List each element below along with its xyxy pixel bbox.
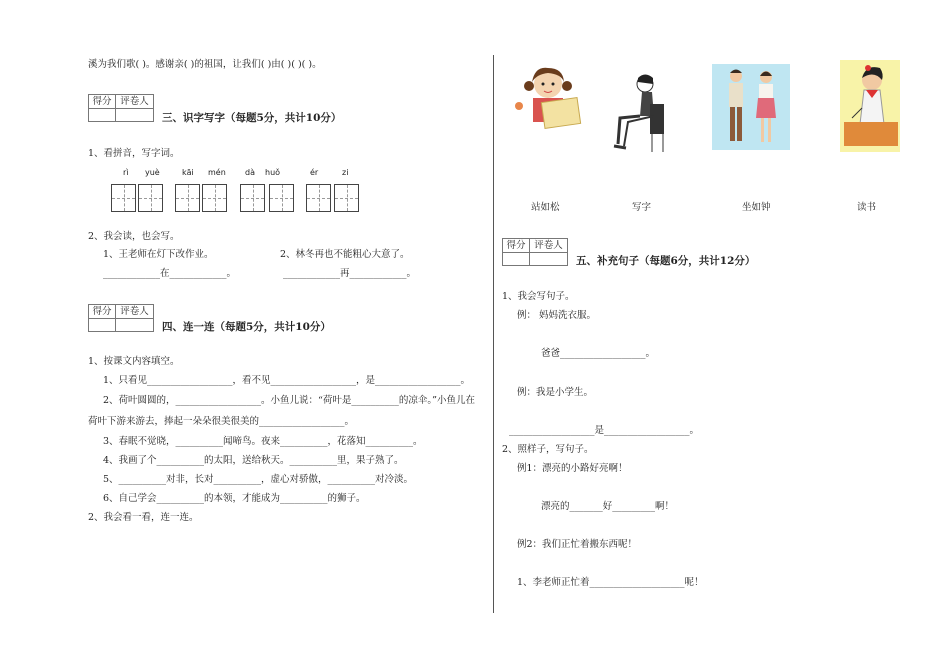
section5-example2: 例：我是小学生。 xyxy=(517,387,594,398)
pinyin-men: mén xyxy=(208,168,226,177)
section5-fill4[interactable]: 1、李老师正忙着____________________呢！ xyxy=(517,577,704,588)
section5-title: 五、补充句子（每题6分，共计12分） xyxy=(576,255,756,267)
writing-grid-cell[interactable] xyxy=(269,184,294,212)
section4-line-6[interactable]: 6、自己学会__________的本领，才能成为__________的狮子。 xyxy=(103,493,366,504)
score-box-section3 xyxy=(88,94,154,122)
section4-q2: 2、我会看一看，连一连。 xyxy=(88,512,199,523)
section3-q2-sentence-a: 1、王老师在灯下改作业。 xyxy=(103,249,214,260)
reviewer-label: 评卷人 xyxy=(534,240,563,251)
score-label: 得分 xyxy=(92,306,112,317)
section3-q2-sentence-b: 2、林冬再也不能粗心大意了。 xyxy=(280,249,410,260)
section4-line-3[interactable]: 3、春眠不觉晓，__________闻啼鸟。夜来__________，花落知__________。 xyxy=(103,436,423,447)
girl-writing-illustration xyxy=(840,60,900,152)
writing-grid-cell[interactable] xyxy=(240,184,265,212)
label-reading: 读书 xyxy=(857,202,877,213)
pinyin-yue: yuè xyxy=(145,168,160,177)
section3-q2-fill-a[interactable]: ____________在____________。 xyxy=(103,268,237,279)
pinyin-kai: kāi xyxy=(182,168,194,177)
label-writing: 写字 xyxy=(632,202,652,213)
section3-q2: 2、我会读，也会写。 xyxy=(88,231,180,242)
writing-grid-cell[interactable] xyxy=(138,184,163,212)
pinyin-da: dà xyxy=(245,168,255,177)
writing-grid-cell[interactable] xyxy=(334,184,359,212)
girl-reading-illustration xyxy=(515,62,585,132)
column-divider xyxy=(493,55,494,613)
section4-line-1[interactable]: 1、只看见__________________，看不见__________________，是__________________。 xyxy=(103,375,471,386)
pinyin-ri: rì xyxy=(123,168,129,177)
label-stand-like-pine: 站如松 xyxy=(531,202,560,213)
section4-line-4[interactable]: 4、我画了个__________的太阳，送给秋天。__________里，果子熟了。 xyxy=(103,455,404,466)
section4-q1: 1、按课文内容填空。 xyxy=(88,356,180,367)
standing-children-illustration xyxy=(712,64,790,150)
pinyin-huo: huǒ xyxy=(265,168,281,177)
reviewer-label: 评卷人 xyxy=(120,96,149,107)
score-label: 得分 xyxy=(506,240,526,251)
section5-q2: 2、照样子，写句子。 xyxy=(502,444,594,455)
section5-example4: 例2：我们正忙着搬东西呢！ xyxy=(517,539,638,550)
section4-line-5[interactable]: 5、__________对非，长对__________，虚心对骄傲，__________对冷淡。 xyxy=(103,474,414,485)
writing-grid-cell[interactable] xyxy=(202,184,227,212)
section4-line-2[interactable]: 2、荷叶圆圆的，__________________。小鱼儿说：“荷叶是__________的凉伞。”小鱼儿在 xyxy=(103,395,476,406)
writing-grid-cell[interactable] xyxy=(306,184,331,212)
reviewer-label: 评卷人 xyxy=(120,306,149,317)
pinyin-zi: zi xyxy=(342,168,349,177)
section3-q1: 1、看拼音，写字词。 xyxy=(88,148,180,159)
score-box-section4 xyxy=(88,304,154,332)
score-box-section5 xyxy=(502,238,568,266)
section5-fill2[interactable]: __________________是__________________。 xyxy=(509,425,700,436)
section5-example3: 例1：漂亮的小路好亮啊！ xyxy=(517,463,628,474)
score-label: 得分 xyxy=(92,96,112,107)
section5-q1: 1、我会写句子。 xyxy=(502,291,575,302)
section3-title: 三、识字写字（每题5分，共计10分） xyxy=(162,112,342,124)
label-sit-like-bell: 坐如钟 xyxy=(742,202,771,213)
writing-grid-cell[interactable] xyxy=(175,184,200,212)
continued-fill-line: 溪为我们歌( )。感谢亲( )的祖国，让我们( )由( )( )( )。 xyxy=(88,59,322,70)
section4-title: 四、连一连（每题5分，共计10分） xyxy=(162,321,331,333)
section5-fill1[interactable]: 爸爸__________________。 xyxy=(541,348,656,359)
sitting-person-illustration xyxy=(600,72,675,154)
section5-example1: 例： 妈妈洗衣服。 xyxy=(517,310,597,321)
section5-fill3[interactable]: 漂亮的_______好_________啊！ xyxy=(541,501,675,512)
section3-q2-fill-b[interactable]: ____________再____________。 xyxy=(283,268,417,279)
pinyin-er: ér xyxy=(310,168,319,177)
writing-grid-cell[interactable] xyxy=(111,184,136,212)
section4-line-2-cont[interactable]: 荷叶下游来游去，捧起一朵朵很美很美的__________________。 xyxy=(88,416,355,427)
